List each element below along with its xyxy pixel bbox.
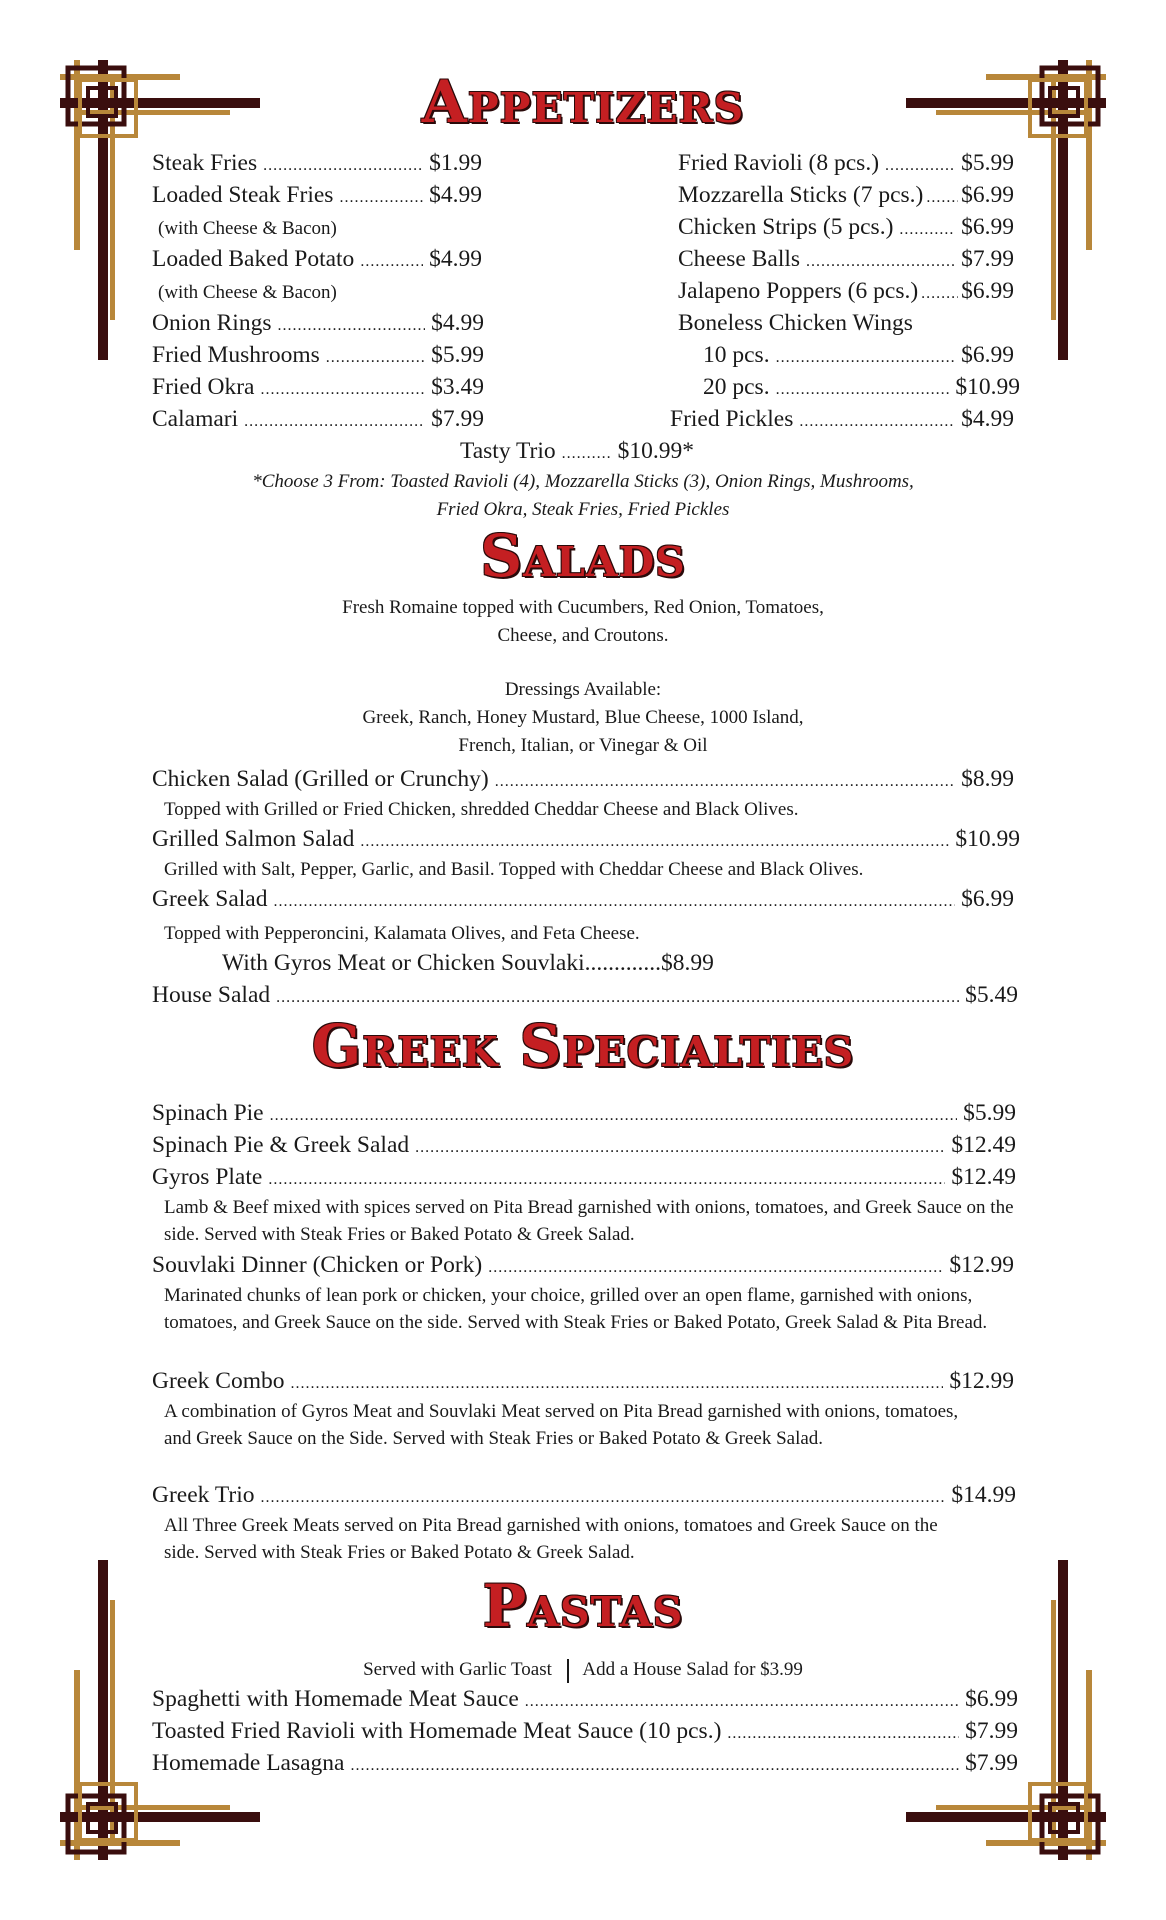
menu-item: Spinach Pie ..... $5.99 [152, 1100, 1016, 1127]
menu-item: Souvlaki Dinner (Chicken or Pork) ..... $12.99 [152, 1252, 1014, 1279]
menu-item: Greek Trio ..... $14.99 [152, 1482, 1016, 1509]
menu-item: Fried Ravioli (8 pcs.) ..... $5.99 [678, 150, 1014, 177]
menu-item: Onion Rings ..... $4.99 [152, 310, 484, 337]
pasta-note-house-salad: Add a House Salad for $3.99 [582, 1659, 803, 1680]
item-description: Lamb & Beef mixed with spices served on Pita Bread garnished with onions, tomatoes, and Greek Sauce on the side. Served with Steak Fries or Baked Potato & Greek Salad. [164, 1197, 1014, 1245]
item-note: (with Cheese & Bacon) [158, 282, 337, 303]
menu-item-heading: Boneless Chicken Wings [678, 310, 913, 336]
menu-item-trio: Tasty Trio ..... $10.99* [460, 438, 710, 465]
menu-item: 10 pcs. ..... $6.99 [703, 342, 1014, 369]
menu-item: Chicken Salad (Grilled or Crunchy) ..... $8.99 [152, 766, 1014, 793]
dressings-list: French, Italian, or Vinegar & Oil [458, 735, 708, 756]
menu-item: Toasted Fried Ravioli with Homemade Meat Sauce (10 pcs.) ..... $7.99 [152, 1718, 1018, 1745]
menu-item: Loaded Steak Fries ..... $4.99 [152, 182, 482, 209]
menu-item: Homemade Lasagna ..... $7.99 [152, 1750, 1018, 1777]
trio-note: Fried Okra, Steak Fries, Fried Pickles [436, 499, 730, 520]
menu-item: Steak Fries ..... $1.99 [152, 150, 482, 177]
menu-item: Gyros Plate ..... $12.49 [152, 1164, 1016, 1191]
item-description: Marinated chunks of lean pork or chicken, your choice, grilled over an open flame, garnished with onions, tomatoes, and Greek Sauce on the side. Served with Steak Fries or Baked Potato, Greek Salad & Pita Bread. [164, 1285, 988, 1333]
menu-item: Greek Combo ..... $12.99 [152, 1368, 1014, 1395]
dressings-list: Greek, Ranch, Honey Mustard, Blue Cheese, 1000 Island, [362, 707, 804, 728]
menu-item: Jalapeno Poppers (6 pcs.) ..... $6.99 [678, 278, 1014, 305]
pasta-note [0, 1656, 1166, 1684]
menu-item: Fried Okra ..... $3.49 [152, 374, 484, 401]
menu-item: House Salad ..... $5.49 [152, 982, 1018, 1009]
item-description: A combination of Gyros Meat and Souvlaki Meat served on Pita Bread garnished with onions, tomatoes, and Greek Sauce on the Side. Served with Steak Fries or Baked Potato & Greek Salad. [164, 1401, 959, 1449]
menu-item: Spaghetti with Homemade Meat Sauce ..... $6.99 [152, 1686, 1018, 1713]
menu-item: Greek Salad ..... $6.99 [152, 886, 1014, 913]
salad-intro: Fresh Romaine topped with Cucumbers, Red Onion, Tomatoes, [342, 597, 824, 618]
heading-appetizers: Appetizers [421, 68, 745, 136]
item-note: (with Cheese & Bacon) [158, 218, 337, 239]
item-description: All Three Greek Meats served on Pita Bread garnished with onions, tomatoes and Greek Sauce on the side. Served with Steak Fries or Baked Potato & Greek Salad. [164, 1515, 938, 1563]
divider [567, 1659, 569, 1683]
menu-item: Fried Pickles ..... $4.99 [670, 406, 1014, 433]
heading-pastas: Pastas [482, 1572, 684, 1640]
menu-item: Calamari ..... $7.99 [152, 406, 484, 433]
heading-greek-specialties: Greek Specialties [311, 1012, 855, 1080]
item-description: Topped with Grilled or Fried Chicken, shredded Cheddar Cheese and Black Olives. [164, 799, 799, 820]
menu-item-option: With Gyros Meat or Chicken Souvlaki.............$8.99 [222, 950, 714, 976]
pasta-note-garlic-toast: Served with Garlic Toast [363, 1659, 552, 1680]
item-description: Topped with Pepperoncini, Kalamata Olives, and Feta Cheese. [164, 923, 640, 944]
item-description: Grilled with Salt, Pepper, Garlic, and Basil. Topped with Cheddar Cheese and Black Olives. [164, 859, 864, 880]
menu-item: Mozzarella Sticks (7 pcs.) ..... $6.99 [678, 182, 1014, 209]
menu-item: Cheese Balls ..... $7.99 [678, 246, 1014, 273]
menu-item: Fried Mushrooms ..... $5.99 [152, 342, 484, 369]
menu-item: Grilled Salmon Salad ..... $10.99 [152, 826, 1020, 853]
heading-salads: Salads [480, 522, 686, 590]
menu-item: Spinach Pie & Greek Salad ..... $12.49 [152, 1132, 1016, 1159]
menu-item: Loaded Baked Potato ..... $4.99 [152, 246, 482, 273]
trio-note: *Choose 3 From: Toasted Ravioli (4), Mozzarella Sticks (3), Onion Rings, Mushrooms, [252, 471, 914, 492]
salad-intro: Cheese, and Croutons. [497, 625, 669, 646]
menu-item: 20 pcs. ..... $10.99 [703, 374, 1020, 401]
dressings-title: Dressings Available: [504, 679, 662, 700]
menu-item: Chicken Strips (5 pcs.) ..... $6.99 [678, 214, 1014, 241]
